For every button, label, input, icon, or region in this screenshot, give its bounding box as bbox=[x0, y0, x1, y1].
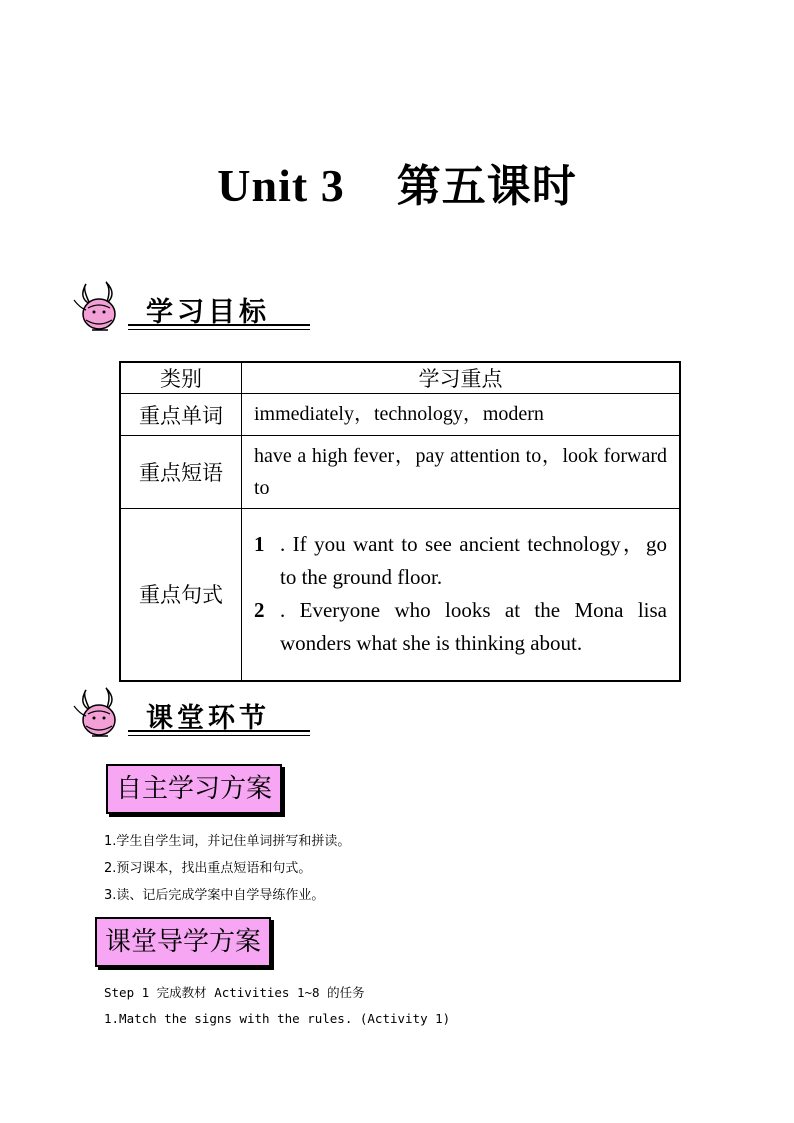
title-lesson: 第五课时 bbox=[396, 161, 577, 212]
activity-line: 1.Match the signs with the rules. (Activity 1) bbox=[104, 1011, 451, 1026]
page-title bbox=[0, 150, 794, 214]
sentence-number: 2 bbox=[254, 598, 265, 623]
sentence-item bbox=[254, 594, 667, 660]
header-category: 类别 bbox=[120, 362, 242, 394]
class-guide-plan-label: 课堂导学方案 bbox=[105, 927, 262, 957]
self-study-plan-box bbox=[106, 764, 282, 814]
section-header-class bbox=[72, 686, 312, 744]
sentence-text: . Everyone who looks at the Mona lisa wonders what she is thinking about. bbox=[280, 598, 667, 656]
table-row bbox=[120, 509, 680, 681]
section-label-class: 课堂环节 bbox=[146, 703, 270, 734]
self-study-plan-label: 自主学习方案 bbox=[116, 774, 273, 804]
row-content: have a high fever，pay attention to，look forward to bbox=[242, 436, 681, 509]
sentence-number: 1 bbox=[254, 532, 265, 557]
goals-table bbox=[119, 361, 681, 682]
step-one-line: Step 1 完成教材 Activities 1~8 的任务 bbox=[104, 985, 365, 1000]
row-category: 重点短语 bbox=[120, 436, 242, 509]
header-focus: 学习重点 bbox=[242, 362, 681, 394]
sentence-text: . If you want to see ancient technology，go to the ground floor. bbox=[280, 532, 667, 590]
section-label-goals: 学习目标 bbox=[146, 297, 270, 328]
table-header-row bbox=[120, 362, 680, 394]
bunny-icon bbox=[72, 686, 134, 744]
step-item: 2.预习课本，找出重点短语和句式。 bbox=[104, 861, 312, 876]
row-sentences bbox=[242, 509, 681, 681]
bunny-icon bbox=[72, 280, 134, 338]
table-row bbox=[120, 394, 680, 436]
sentence-item bbox=[254, 528, 667, 594]
class-guide-plan-box bbox=[95, 917, 271, 967]
section-header-goals bbox=[72, 280, 312, 338]
title-unit: Unit 3 bbox=[217, 160, 345, 211]
table-row bbox=[120, 436, 680, 509]
row-content: immediately，technology，modern bbox=[242, 394, 681, 436]
row-category: 重点单词 bbox=[120, 394, 242, 436]
row-category: 重点句式 bbox=[120, 509, 242, 681]
step-item: 3.读、记后完成学案中自学导练作业。 bbox=[104, 888, 325, 903]
step-item: 1.学生自学生词，并记住单词拼写和拼读。 bbox=[104, 834, 351, 849]
